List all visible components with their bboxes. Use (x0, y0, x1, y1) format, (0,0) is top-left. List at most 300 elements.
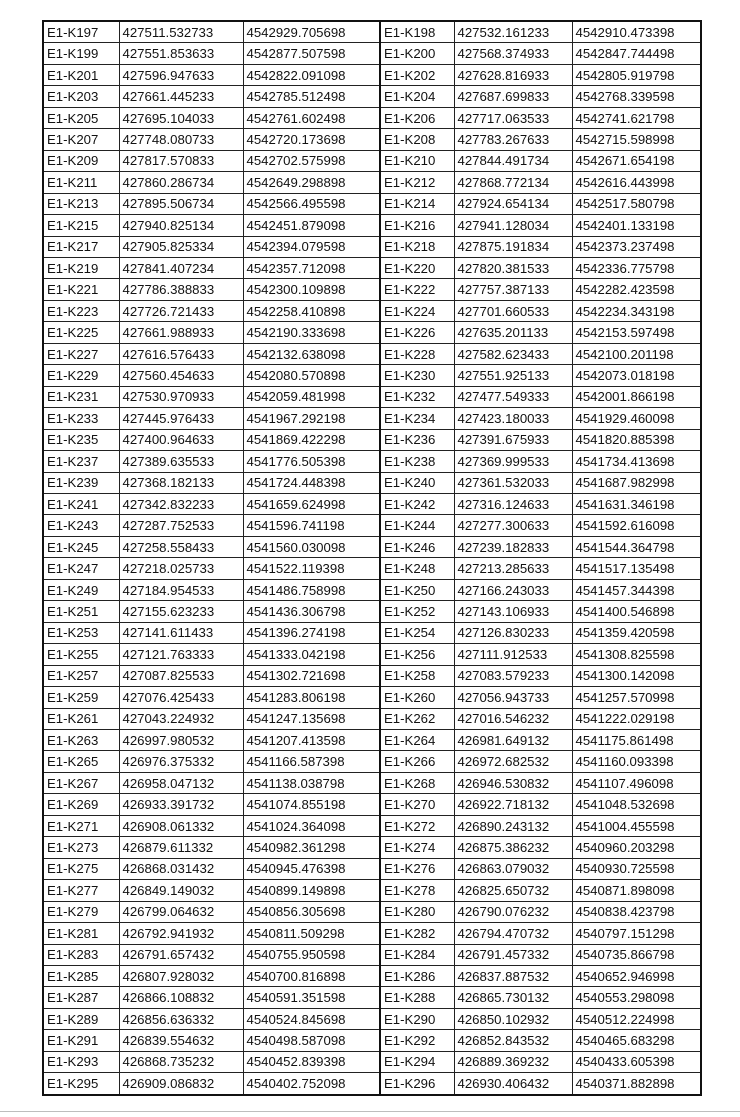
table-row (43, 794, 701, 815)
point-id-cell: E1-K281 (43, 923, 119, 944)
point-id-cell: E1-K289 (43, 1008, 119, 1029)
y-coordinate-cell: 4542132.638098 (243, 343, 380, 364)
y-coordinate-cell: 4542073.018198 (572, 365, 701, 386)
y-coordinate-cell: 4540811.509298 (243, 923, 380, 944)
x-coordinate-cell: 427783.267633 (454, 129, 572, 150)
y-coordinate-cell: 4541024.364098 (243, 815, 380, 836)
table-row (43, 43, 701, 64)
y-coordinate-cell: 4542566.495598 (243, 193, 380, 214)
y-coordinate-cell: 4542517.580798 (572, 193, 701, 214)
y-coordinate-cell: 4540402.752098 (243, 1073, 380, 1095)
table-row (43, 1008, 701, 1029)
table-row (43, 258, 701, 279)
x-coordinate-cell: 427111.912533 (454, 644, 572, 665)
table-row (43, 429, 701, 450)
table-row (43, 622, 701, 643)
point-id-cell: E1-K263 (43, 729, 119, 750)
point-id-cell: E1-K283 (43, 944, 119, 965)
x-coordinate-cell: 427141.611433 (119, 622, 243, 643)
point-id-cell: E1-K203 (43, 86, 119, 107)
table-row (43, 343, 701, 364)
table-row (43, 236, 701, 257)
point-id-cell: E1-K240 (380, 472, 454, 493)
table-row (43, 515, 701, 536)
y-coordinate-cell: 4542394.079598 (243, 236, 380, 257)
y-coordinate-cell: 4542910.473398 (572, 21, 701, 43)
x-coordinate-cell: 426837.887532 (454, 965, 572, 986)
x-coordinate-cell: 427635.201133 (454, 322, 572, 343)
table-row (43, 858, 701, 879)
point-id-cell: E1-K265 (43, 751, 119, 772)
point-id-cell: E1-K206 (380, 107, 454, 128)
x-coordinate-cell: 427748.080733 (119, 129, 243, 150)
point-id-cell: E1-K268 (380, 772, 454, 793)
x-coordinate-cell: 427875.191834 (454, 236, 572, 257)
point-id-cell: E1-K197 (43, 21, 119, 43)
point-id-cell: E1-K209 (43, 150, 119, 171)
point-id-cell: E1-K229 (43, 365, 119, 386)
point-id-cell: E1-K220 (380, 258, 454, 279)
x-coordinate-cell: 427391.675933 (454, 429, 572, 450)
table-row (43, 129, 701, 150)
y-coordinate-cell: 4540960.203298 (572, 837, 701, 858)
y-coordinate-cell: 4542001.866198 (572, 386, 701, 407)
table-row (43, 815, 701, 836)
y-coordinate-cell: 4540982.361298 (243, 837, 380, 858)
x-coordinate-cell: 426791.657432 (119, 944, 243, 965)
y-coordinate-cell: 4541929.460098 (572, 408, 701, 429)
y-coordinate-cell: 4540652.946998 (572, 965, 701, 986)
point-id-cell: E1-K239 (43, 472, 119, 493)
y-coordinate-cell: 4542720.173698 (243, 129, 380, 150)
table-row (43, 751, 701, 772)
y-coordinate-cell: 4541517.135498 (572, 558, 701, 579)
x-coordinate-cell: 427121.763333 (119, 644, 243, 665)
y-coordinate-cell: 4542649.298898 (243, 172, 380, 193)
x-coordinate-cell: 426794.470732 (454, 923, 572, 944)
x-coordinate-cell: 427817.570833 (119, 150, 243, 171)
point-id-cell: E1-K261 (43, 708, 119, 729)
y-coordinate-cell: 4541333.042198 (243, 644, 380, 665)
x-coordinate-cell: 427532.161233 (454, 21, 572, 43)
x-coordinate-cell: 426863.079032 (454, 858, 572, 879)
point-id-cell: E1-K234 (380, 408, 454, 429)
y-coordinate-cell: 4541222.029198 (572, 708, 701, 729)
point-id-cell: E1-K254 (380, 622, 454, 643)
table-row (43, 107, 701, 128)
x-coordinate-cell: 426875.386232 (454, 837, 572, 858)
point-id-cell: E1-K287 (43, 987, 119, 1008)
point-id-cell: E1-K227 (43, 343, 119, 364)
x-coordinate-cell: 427445.976433 (119, 408, 243, 429)
y-coordinate-cell: 4541457.344398 (572, 579, 701, 600)
point-id-cell: E1-K217 (43, 236, 119, 257)
point-id-cell: E1-K231 (43, 386, 119, 407)
x-coordinate-cell: 427400.964633 (119, 429, 243, 450)
y-coordinate-cell: 4542059.481998 (243, 386, 380, 407)
y-coordinate-cell: 4540755.950598 (243, 944, 380, 965)
y-coordinate-cell: 4541207.413598 (243, 729, 380, 750)
y-coordinate-cell: 4542671.654198 (572, 150, 701, 171)
table-row (43, 880, 701, 901)
point-id-cell: E1-K200 (380, 43, 454, 64)
y-coordinate-cell: 4540553.298098 (572, 987, 701, 1008)
y-coordinate-cell: 4541247.135698 (243, 708, 380, 729)
x-coordinate-cell: 427628.816933 (454, 64, 572, 85)
x-coordinate-cell: 426852.843532 (454, 1030, 572, 1051)
point-id-cell: E1-K228 (380, 343, 454, 364)
y-coordinate-cell: 4540838.423798 (572, 901, 701, 922)
point-id-cell: E1-K264 (380, 729, 454, 750)
table-row (43, 1073, 701, 1095)
x-coordinate-cell: 427860.286734 (119, 172, 243, 193)
y-coordinate-cell: 4542761.602498 (243, 107, 380, 128)
table-row (43, 21, 701, 43)
point-id-cell: E1-K286 (380, 965, 454, 986)
x-coordinate-cell: 427083.579233 (454, 665, 572, 686)
point-id-cell: E1-K245 (43, 536, 119, 557)
y-coordinate-cell: 4542300.109898 (243, 279, 380, 300)
x-coordinate-cell: 426849.149032 (119, 880, 243, 901)
point-id-cell: E1-K288 (380, 987, 454, 1008)
point-id-cell: E1-K275 (43, 858, 119, 879)
point-id-cell: E1-K207 (43, 129, 119, 150)
x-coordinate-cell: 426790.076232 (454, 901, 572, 922)
x-coordinate-cell: 427924.654134 (454, 193, 572, 214)
point-id-cell: E1-K212 (380, 172, 454, 193)
y-coordinate-cell: 4542616.443998 (572, 172, 701, 193)
table-row (43, 1030, 701, 1051)
y-coordinate-cell: 4541592.616098 (572, 515, 701, 536)
x-coordinate-cell: 427940.825134 (119, 215, 243, 236)
point-id-cell: E1-K246 (380, 536, 454, 557)
x-coordinate-cell: 427687.699833 (454, 86, 572, 107)
point-id-cell: E1-K277 (43, 880, 119, 901)
table-row (43, 150, 701, 171)
point-id-cell: E1-K222 (380, 279, 454, 300)
y-coordinate-cell: 4541400.546898 (572, 601, 701, 622)
x-coordinate-cell: 427342.832233 (119, 493, 243, 514)
x-coordinate-cell: 427844.491734 (454, 150, 572, 171)
y-coordinate-cell: 4541436.306798 (243, 601, 380, 622)
x-coordinate-cell: 427361.532033 (454, 472, 572, 493)
x-coordinate-cell: 426976.375332 (119, 751, 243, 772)
point-id-cell: E1-K252 (380, 601, 454, 622)
x-coordinate-cell: 426933.391732 (119, 794, 243, 815)
y-coordinate-cell: 4542847.744498 (572, 43, 701, 64)
y-coordinate-cell: 4541631.346198 (572, 493, 701, 514)
table-row (43, 493, 701, 514)
table-row (43, 601, 701, 622)
x-coordinate-cell: 426922.718132 (454, 794, 572, 815)
point-id-cell: E1-K250 (380, 579, 454, 600)
x-coordinate-cell: 426799.064632 (119, 901, 243, 922)
point-id-cell: E1-K204 (380, 86, 454, 107)
y-coordinate-cell: 4541560.030098 (243, 536, 380, 557)
y-coordinate-cell: 4541300.142098 (572, 665, 701, 686)
x-coordinate-cell: 426946.530832 (454, 772, 572, 793)
y-coordinate-cell: 4540512.224998 (572, 1008, 701, 1029)
point-id-cell: E1-K284 (380, 944, 454, 965)
point-id-cell: E1-K292 (380, 1030, 454, 1051)
y-coordinate-cell: 4541107.496098 (572, 772, 701, 793)
x-coordinate-cell: 427551.925133 (454, 365, 572, 386)
y-coordinate-cell: 4542805.919798 (572, 64, 701, 85)
point-id-cell: E1-K260 (380, 687, 454, 708)
point-id-cell: E1-K208 (380, 129, 454, 150)
point-id-cell: E1-K273 (43, 837, 119, 858)
point-id-cell: E1-K224 (380, 300, 454, 321)
y-coordinate-cell: 4541160.093398 (572, 751, 701, 772)
page-bottom-divider (0, 1111, 740, 1112)
y-coordinate-cell: 4541175.861498 (572, 729, 701, 750)
x-coordinate-cell: 427695.104033 (119, 107, 243, 128)
x-coordinate-cell: 427389.635533 (119, 451, 243, 472)
point-id-cell: E1-K272 (380, 815, 454, 836)
y-coordinate-cell: 4541776.505398 (243, 451, 380, 472)
table-row (43, 300, 701, 321)
x-coordinate-cell: 426889.369232 (454, 1051, 572, 1072)
point-id-cell: E1-K225 (43, 322, 119, 343)
x-coordinate-cell: 427239.182833 (454, 536, 572, 557)
y-coordinate-cell: 4541544.364798 (572, 536, 701, 557)
point-id-cell: E1-K282 (380, 923, 454, 944)
y-coordinate-cell: 4541302.721698 (243, 665, 380, 686)
x-coordinate-cell: 426930.406432 (454, 1073, 572, 1095)
point-id-cell: E1-K291 (43, 1030, 119, 1051)
x-coordinate-cell: 427477.549333 (454, 386, 572, 407)
point-id-cell: E1-K259 (43, 687, 119, 708)
x-coordinate-cell: 426981.649132 (454, 729, 572, 750)
y-coordinate-cell: 4542785.512498 (243, 86, 380, 107)
point-id-cell: E1-K218 (380, 236, 454, 257)
point-id-cell: E1-K296 (380, 1073, 454, 1095)
x-coordinate-cell: 427905.825334 (119, 236, 243, 257)
y-coordinate-cell: 4540856.305698 (243, 901, 380, 922)
y-coordinate-cell: 4540871.898098 (572, 880, 701, 901)
x-coordinate-cell: 426839.554632 (119, 1030, 243, 1051)
x-coordinate-cell: 426972.682532 (454, 751, 572, 772)
y-coordinate-cell: 4542822.091098 (243, 64, 380, 85)
point-id-cell: E1-K236 (380, 429, 454, 450)
x-coordinate-cell: 427277.300633 (454, 515, 572, 536)
x-coordinate-cell: 427511.532733 (119, 21, 243, 43)
y-coordinate-cell: 4540433.605398 (572, 1051, 701, 1072)
point-id-cell: E1-K258 (380, 665, 454, 686)
x-coordinate-cell: 427661.445233 (119, 86, 243, 107)
y-coordinate-cell: 4542877.507598 (243, 43, 380, 64)
y-coordinate-cell: 4541869.422298 (243, 429, 380, 450)
x-coordinate-cell: 427287.752533 (119, 515, 243, 536)
y-coordinate-cell: 4541166.587398 (243, 751, 380, 772)
x-coordinate-cell: 427661.988933 (119, 322, 243, 343)
y-coordinate-cell: 4542282.423598 (572, 279, 701, 300)
point-id-cell: E1-K294 (380, 1051, 454, 1072)
point-id-cell: E1-K255 (43, 644, 119, 665)
point-id-cell: E1-K214 (380, 193, 454, 214)
y-coordinate-cell: 4541308.825598 (572, 644, 701, 665)
point-id-cell: E1-K278 (380, 880, 454, 901)
y-coordinate-cell: 4542258.410898 (243, 300, 380, 321)
y-coordinate-cell: 4542451.879098 (243, 215, 380, 236)
y-coordinate-cell: 4541283.806198 (243, 687, 380, 708)
x-coordinate-cell: 427143.106933 (454, 601, 572, 622)
x-coordinate-cell: 427166.243033 (454, 579, 572, 600)
y-coordinate-cell: 4540945.476398 (243, 858, 380, 879)
table-row (43, 923, 701, 944)
point-id-cell: E1-K221 (43, 279, 119, 300)
point-id-cell: E1-K248 (380, 558, 454, 579)
table-row (43, 386, 701, 407)
table-row (43, 944, 701, 965)
point-id-cell: E1-K226 (380, 322, 454, 343)
x-coordinate-cell: 426868.735232 (119, 1051, 243, 1072)
x-coordinate-cell: 427530.970933 (119, 386, 243, 407)
point-id-cell: E1-K280 (380, 901, 454, 922)
x-coordinate-cell: 427941.128034 (454, 215, 572, 236)
point-id-cell: E1-K266 (380, 751, 454, 772)
y-coordinate-cell: 4540524.845698 (243, 1008, 380, 1029)
point-id-cell: E1-K198 (380, 21, 454, 43)
x-coordinate-cell: 427016.546232 (454, 708, 572, 729)
y-coordinate-cell: 4540700.816898 (243, 965, 380, 986)
table-row (43, 451, 701, 472)
x-coordinate-cell: 426856.636332 (119, 1008, 243, 1029)
point-id-cell: E1-K279 (43, 901, 119, 922)
y-coordinate-cell: 4541687.982998 (572, 472, 701, 493)
point-id-cell: E1-K274 (380, 837, 454, 858)
point-id-cell: E1-K199 (43, 43, 119, 64)
x-coordinate-cell: 426866.108832 (119, 987, 243, 1008)
point-id-cell: E1-K247 (43, 558, 119, 579)
y-coordinate-cell: 4540899.149898 (243, 880, 380, 901)
table-row (43, 365, 701, 386)
x-coordinate-cell: 427369.999533 (454, 451, 572, 472)
x-coordinate-cell: 426868.031432 (119, 858, 243, 879)
table-row (43, 322, 701, 343)
y-coordinate-cell: 4540735.866798 (572, 944, 701, 965)
point-id-cell: E1-K262 (380, 708, 454, 729)
table-row (43, 987, 701, 1008)
table-row (43, 579, 701, 600)
table-row (43, 837, 701, 858)
x-coordinate-cell: 427043.224932 (119, 708, 243, 729)
x-coordinate-cell: 427726.721433 (119, 300, 243, 321)
y-coordinate-cell: 4542080.570898 (243, 365, 380, 386)
x-coordinate-cell: 426791.457332 (454, 944, 572, 965)
y-coordinate-cell: 4541359.420598 (572, 622, 701, 643)
y-coordinate-cell: 4542401.133198 (572, 215, 701, 236)
x-coordinate-cell: 427368.182133 (119, 472, 243, 493)
coordinate-table-body (43, 21, 701, 1095)
table-row (43, 64, 701, 85)
x-coordinate-cell: 427155.623233 (119, 601, 243, 622)
table-row (43, 536, 701, 557)
table-row (43, 279, 701, 300)
point-id-cell: E1-K237 (43, 451, 119, 472)
x-coordinate-cell: 427757.387133 (454, 279, 572, 300)
y-coordinate-cell: 4540930.725598 (572, 858, 701, 879)
x-coordinate-cell: 426997.980532 (119, 729, 243, 750)
table-row (43, 172, 701, 193)
y-coordinate-cell: 4540371.882898 (572, 1073, 701, 1095)
table-row (43, 558, 701, 579)
point-id-cell: E1-K216 (380, 215, 454, 236)
point-id-cell: E1-K210 (380, 150, 454, 171)
y-coordinate-cell: 4541048.532698 (572, 794, 701, 815)
point-id-cell: E1-K276 (380, 858, 454, 879)
y-coordinate-cell: 4540465.683298 (572, 1030, 701, 1051)
y-coordinate-cell: 4541596.741198 (243, 515, 380, 536)
y-coordinate-cell: 4542153.597498 (572, 322, 701, 343)
table-row (43, 665, 701, 686)
point-id-cell: E1-K215 (43, 215, 119, 236)
x-coordinate-cell: 427316.124633 (454, 493, 572, 514)
y-coordinate-cell: 4541522.119398 (243, 558, 380, 579)
x-coordinate-cell: 426807.928032 (119, 965, 243, 986)
point-id-cell: E1-K251 (43, 601, 119, 622)
point-id-cell: E1-K241 (43, 493, 119, 514)
y-coordinate-cell: 4541724.448398 (243, 472, 380, 493)
y-coordinate-cell: 4540452.839398 (243, 1051, 380, 1072)
y-coordinate-cell: 4540498.587098 (243, 1030, 380, 1051)
point-id-cell: E1-K293 (43, 1051, 119, 1072)
table-row (43, 193, 701, 214)
point-id-cell: E1-K235 (43, 429, 119, 450)
table-row (43, 708, 701, 729)
table-row (43, 729, 701, 750)
point-id-cell: E1-K243 (43, 515, 119, 536)
x-coordinate-cell: 427582.623433 (454, 343, 572, 364)
table-row (43, 772, 701, 793)
x-coordinate-cell: 426825.650732 (454, 880, 572, 901)
point-id-cell: E1-K242 (380, 493, 454, 514)
x-coordinate-cell: 427560.454633 (119, 365, 243, 386)
table-row (43, 901, 701, 922)
table-row (43, 644, 701, 665)
table-row (43, 86, 701, 107)
point-id-cell: E1-K202 (380, 64, 454, 85)
y-coordinate-cell: 4542100.201198 (572, 343, 701, 364)
point-id-cell: E1-K290 (380, 1008, 454, 1029)
y-coordinate-cell: 4542741.621798 (572, 107, 701, 128)
x-coordinate-cell: 427126.830233 (454, 622, 572, 643)
y-coordinate-cell: 4541257.570998 (572, 687, 701, 708)
x-coordinate-cell: 427076.425433 (119, 687, 243, 708)
point-id-cell: E1-K244 (380, 515, 454, 536)
table-row (43, 408, 701, 429)
x-coordinate-cell: 427616.576433 (119, 343, 243, 364)
point-id-cell: E1-K295 (43, 1073, 119, 1095)
y-coordinate-cell: 4542373.237498 (572, 236, 701, 257)
y-coordinate-cell: 4541659.624998 (243, 493, 380, 514)
table-row (43, 1051, 701, 1072)
x-coordinate-cell: 427841.407234 (119, 258, 243, 279)
x-coordinate-cell: 427786.388833 (119, 279, 243, 300)
point-id-cell: E1-K271 (43, 815, 119, 836)
point-id-cell: E1-K211 (43, 172, 119, 193)
point-id-cell: E1-K256 (380, 644, 454, 665)
point-id-cell: E1-K269 (43, 794, 119, 815)
x-coordinate-cell: 426890.243132 (454, 815, 572, 836)
y-coordinate-cell: 4542336.775798 (572, 258, 701, 279)
y-coordinate-cell: 4542234.343198 (572, 300, 701, 321)
point-id-cell: E1-K285 (43, 965, 119, 986)
y-coordinate-cell: 4542702.575998 (243, 150, 380, 171)
table-row (43, 965, 701, 986)
point-id-cell: E1-K270 (380, 794, 454, 815)
x-coordinate-cell: 427218.025733 (119, 558, 243, 579)
